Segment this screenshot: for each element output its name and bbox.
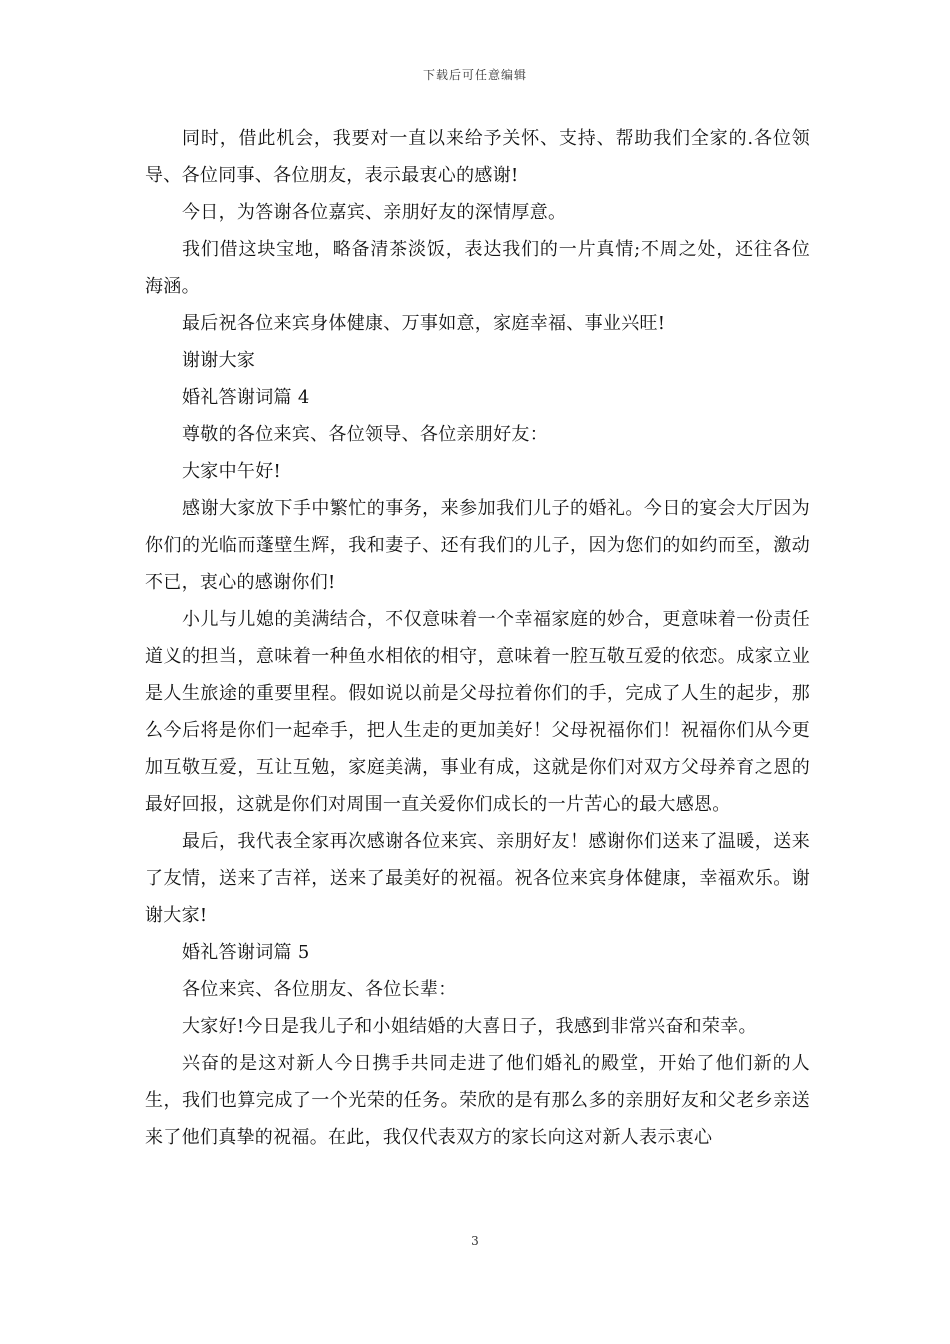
paragraph: 最后祝各位来宾身体健康、万事如意，家庭幸福、事业兴旺! [182, 313, 666, 334]
paragraph: 小儿与儿媳的美满结合，不仅意味着一个幸福家庭的妙合，更意味着一份责任道义的担当，意味着一种鱼水相依的相守，意味着一腔互敬互爱的依恋。成家立业是人生旅途的重要里程。假如说以前是父母拉着你们的手，完成了人生的起步，那么今后将是你们一起牵手，把人生走的更加美好！父母祝福你们！祝福你们从今更加互敬互爱，互让互勉，家庭美满，事业有成，这就是你们对双方父母养育之恩的最好回报，这就是你们对周围一直关爱你们成长的一片苦心的最大感恩。 [145, 609, 810, 815]
paragraph: 感谢大家放下手中繁忙的事务，来参加我们儿子的婚礼。今日的宴会大厅因为你们的光临而蓬壁生辉，我和妻子、还有我们的儿子，因为您们的如约而至，激动不已，衷心的感谢你们! [145, 498, 810, 593]
page-header: 下载后可任意编辑 [422, 68, 527, 82]
paragraph: 我们借这块宝地，略备清茶淡饭，表达我们的一片真情;不周之处，还往各位海涵。 [145, 239, 810, 297]
document-body [145, 120, 810, 1156]
salutation: 各位来宾、各位朋友、各位长辈： [182, 979, 457, 1000]
paragraph: 今日，为答谢各位嘉宾、亲朋好友的深情厚意。 [182, 202, 567, 223]
paragraph: 最后，我代表全家再次感谢各位来宾、亲朋好友！感谢你们送来了温暖，送来了友情，送来了吉祥，送来了最美好的祝福。祝各位来宾身体健康，幸福欢乐。谢谢大家! [145, 831, 810, 926]
section-heading: 婚礼答谢词篇 4 [182, 387, 310, 408]
greeting: 大家好!今日是我儿子和小姐结婚的大喜日子，我感到非常兴奋和荣幸。 [182, 1016, 757, 1037]
section-heading: 婚礼答谢词篇 5 [182, 942, 310, 963]
paragraph: 同时，借此机会，我要对一直以来给予关怀、支持、帮助我们全家的.各位领导、各位同事、各位朋友，表示最衷心的感谢! [145, 128, 810, 186]
paragraph: 谢谢大家 [182, 350, 256, 371]
paragraph: 兴奋的是这对新人今日携手共同走进了他们婚礼的殿堂，开始了他们新的人生，我们也算完成了一个光荣的任务。荣欣的是有那么多的亲朋好友和父老乡亲送来了他们真挚的祝福。在此，我仅代表双方的家长向这对新人表示衷心 [145, 1053, 810, 1148]
salutation: 尊敬的各位来宾、各位领导、各位亲朋好友： [182, 424, 548, 445]
greeting: 大家中午好! [182, 461, 282, 482]
page-number: 3 [471, 1234, 479, 1248]
